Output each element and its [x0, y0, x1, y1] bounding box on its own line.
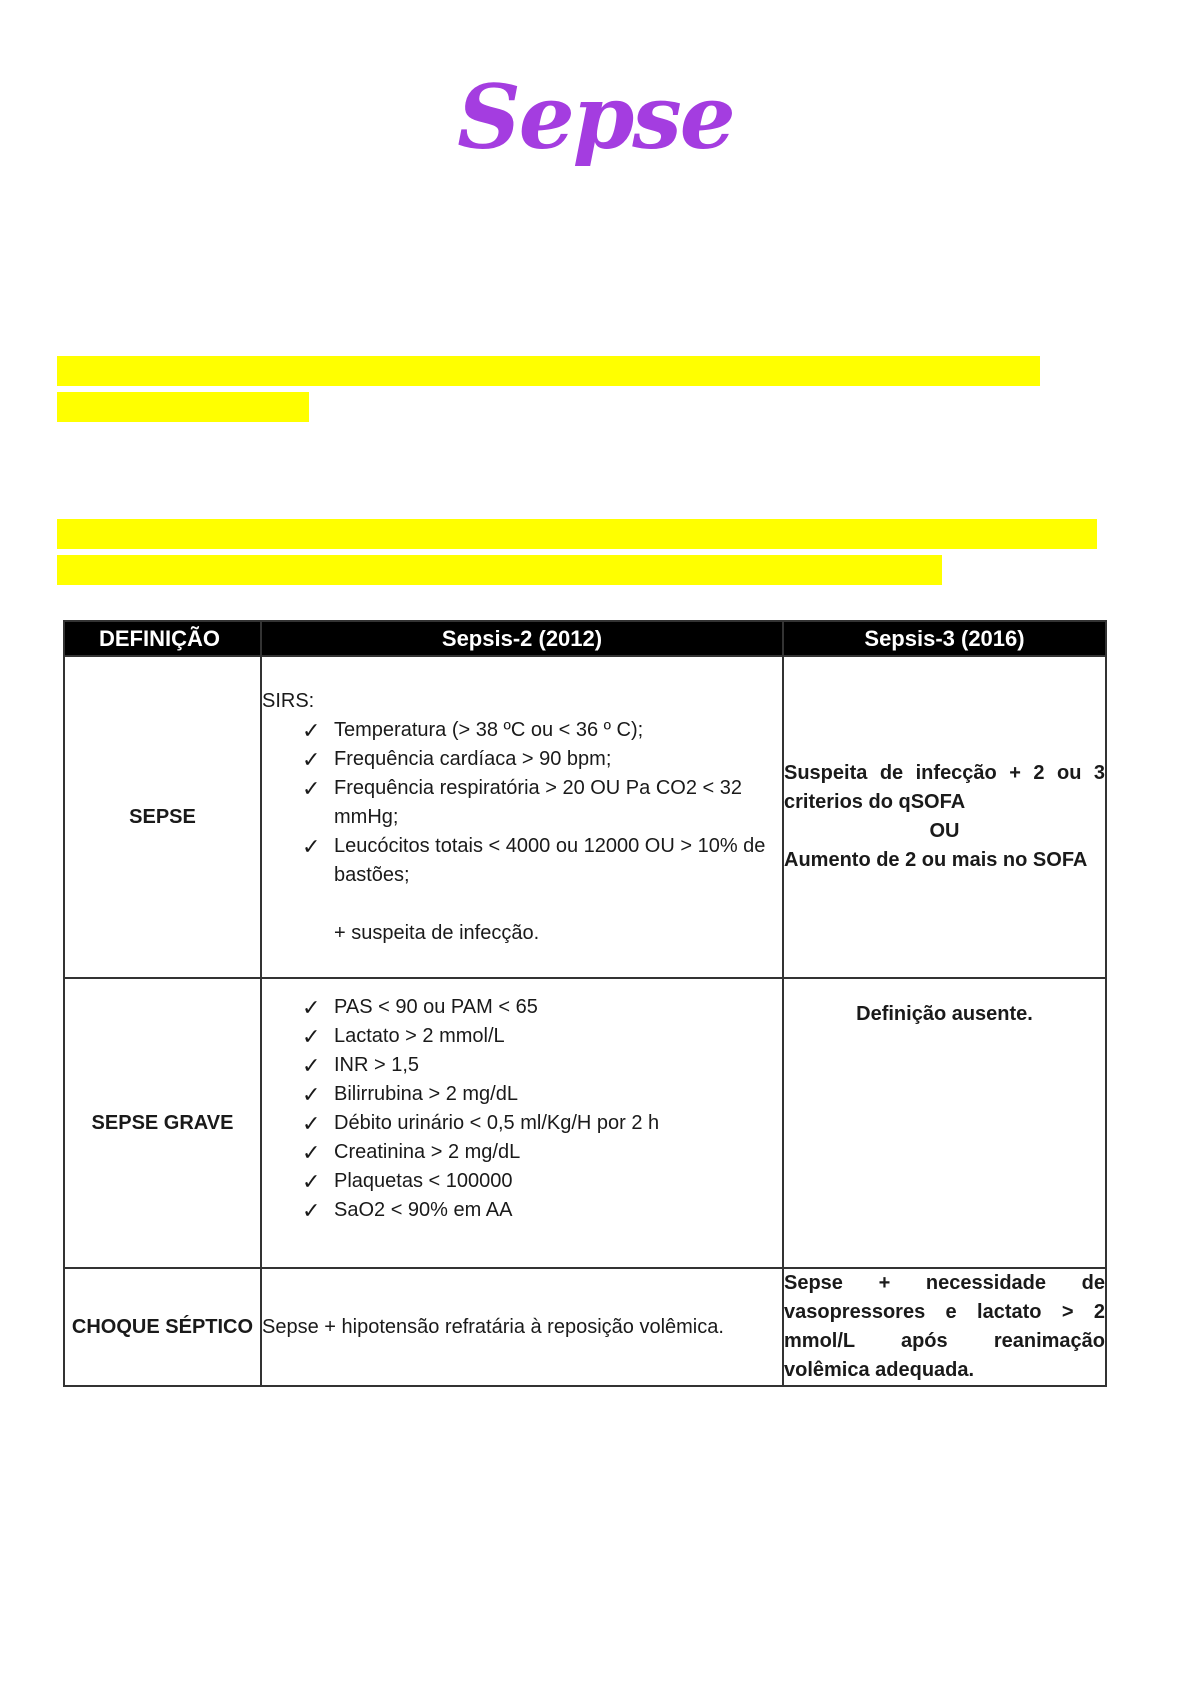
list-item: ✓ Lactato > 2 mmol/L	[302, 1024, 505, 1049]
check-icon: ✓	[302, 718, 321, 743]
sepse-sepsis3-cell	[783, 656, 1106, 978]
header-definition: DEFINIÇÃO	[64, 621, 261, 656]
check-icon: ✓	[302, 834, 321, 859]
list-item: ✓ Plaquetas < 100000	[302, 1169, 513, 1194]
check-icon: ✓	[302, 1111, 321, 1136]
list-item: ✓ PAS < 90 ou PAM < 65	[302, 995, 538, 1020]
choque-sepsis2-cell: Sepse + hipotensão refratária à reposição volêmica.	[261, 1268, 783, 1386]
highlight-bar-2	[57, 392, 309, 422]
header-sepsis3: Sepsis-3 (2016)	[783, 621, 1106, 656]
table-header-row	[64, 621, 1106, 656]
header-sepsis2: Sepsis-2 (2012)	[261, 621, 783, 656]
sepsis3-qsofa: Suspeita de infecção + 2 ou 3 criterios do qSOFA	[784, 762, 1105, 813]
row-choque-septico	[64, 1268, 1106, 1386]
sepsis3-sofa: Aumento de 2 ou mais no SOFA	[784, 849, 1088, 871]
sepsis3-or: OU	[929, 820, 960, 842]
list-item: ✓ Débito urinário < 0,5 ml/Kg/H por 2 h	[302, 1111, 660, 1136]
organ-dysfunction-list	[262, 993, 782, 1225]
highlight-bar-3	[57, 519, 1097, 549]
choque-sepsis3-cell: Sepse + necessidade de vasopressores e lactato > 2 mmol/L após reanimação volêmica adequada.	[783, 1268, 1106, 1386]
list-item: ✓ INR > 1,5	[302, 1053, 420, 1078]
list-item: ✓ Frequência respiratória > 20 OU Pa CO2 < 32 mmHg;	[302, 776, 742, 828]
check-icon: ✓	[302, 1053, 321, 1078]
check-icon: ✓	[302, 1024, 321, 1049]
row-label-choque-septico: CHOQUE SÉPTICO	[64, 1268, 261, 1386]
list-item: ✓ SaO2 < 90% em AA	[302, 1198, 513, 1223]
row-label-sepse: SEPSE	[64, 656, 261, 978]
page-title: Sepse	[457, 65, 734, 169]
list-item: ✓ Frequência cardíaca > 90 bpm;	[302, 747, 612, 772]
sepsis-definitions-table	[63, 620, 1107, 1387]
row-sepse	[64, 656, 1106, 978]
row-label-sepse-grave: SEPSE GRAVE	[64, 978, 261, 1268]
sepse-grave-sepsis2-cell	[261, 978, 783, 1268]
check-icon: ✓	[302, 747, 321, 772]
plus-note: + suspeita de infecção.	[334, 922, 540, 944]
highlight-bar-4	[57, 555, 942, 585]
check-icon: ✓	[302, 1082, 321, 1107]
check-icon: ✓	[302, 1198, 321, 1223]
highlight-bar-1	[57, 356, 1040, 386]
check-icon: ✓	[302, 1169, 321, 1194]
check-icon: ✓	[302, 1140, 321, 1165]
list-item: ✓ Leucócitos totais < 4000 ou 12000 OU > 10% de bastões;	[302, 834, 766, 886]
sirs-criteria-list	[262, 716, 782, 890]
row-sepse-grave	[64, 978, 1106, 1268]
list-item: ✓ Creatinina > 2 mg/dL	[302, 1140, 521, 1165]
sepse-grave-sepsis3-cell: Definição ausente.	[783, 978, 1106, 1268]
sirs-title: SIRS:	[262, 690, 315, 712]
list-item: ✓ Bilirrubina > 2 mg/dL	[302, 1082, 518, 1107]
list-item: ✓ Temperatura (> 38 ºC ou < 36 º C);	[302, 718, 644, 743]
sepse-sepsis2-cell	[261, 656, 783, 978]
check-icon: ✓	[302, 995, 321, 1020]
check-icon: ✓	[302, 776, 321, 801]
